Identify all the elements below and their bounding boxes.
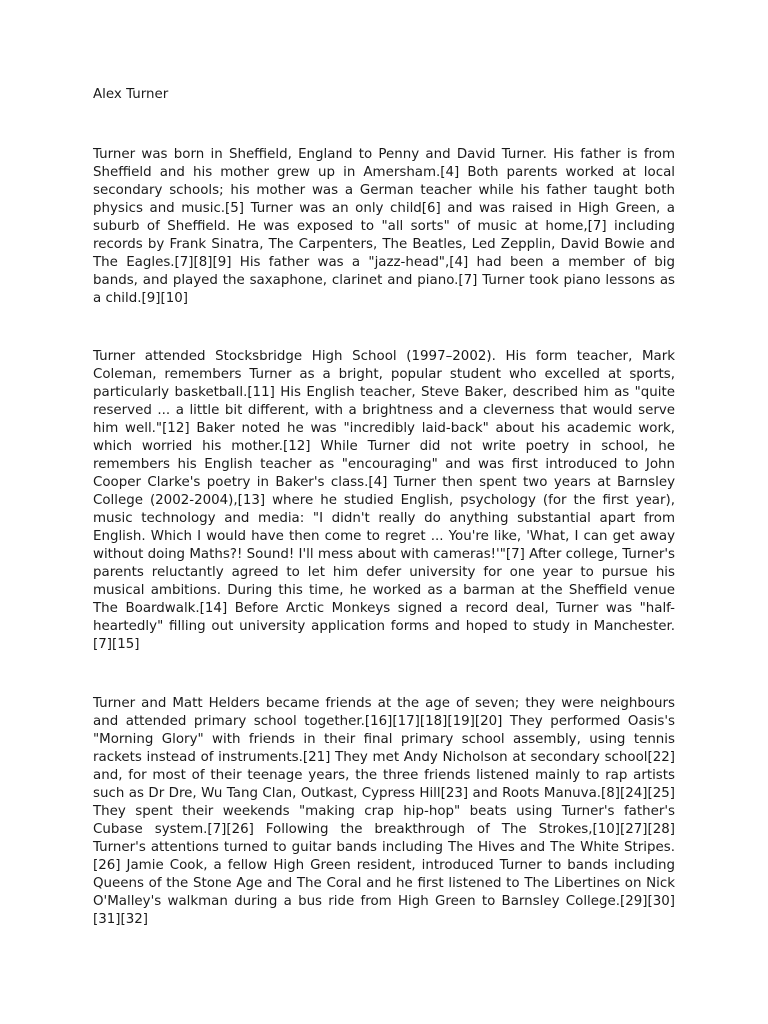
document-title: Alex Turner [93, 87, 169, 102]
paragraph-early-life: Turner was born in Sheffield, England to Penny and David Turner. His father is from Sheffield and his mother grew up in Amersham.[4] Both parents worked at local secondary schools; his mother was a German teacher while his father taught both physics and music.[5] Turner was an only child[6] and was raised in High Green, a suburb of Sheffield. He was exposed to "all sorts" of music at home,[7] including records by Frank Sinatra, The Carpenters, The Beatles, Led Zepplin, David Bowie and The Eagles.[7][8][9] His father was a "jazz-head",[4] had been a member of big bands, and played the saxaphone, clarinet and piano.[7] Turner took piano lessons as a child.[9][10] [93, 147, 675, 306]
paragraph-friends-music: Turner and Matt Helders became friends at the age of seven; they were neighbours and attended primary school together.[16][17][18][19][20] They performed Oasis's "Morning Glory" with friends in their final primary school assembly, using tennis rackets instead of instruments.[21] They met Andy Nicholson at secondary school[22] and, for most of their teenage years, the three friends listened mainly to rap artists such as Dr Dre, Wu Tang Clan, Outkast, Cypress Hill[23] and Roots Manuva.[8][24][25] They spent their weekends "making crap hip-hop" beats using Turner's father's Cubase system.[7][26] Following the breakthrough of The Strokes,[10][27][28] Turner's attentions turned to guitar bands including The Hives and The White Stripes.[26] Jamie Cook, a fellow High Green resident, introduced Turner to bands including Queens of the Stone Age and The Coral and he first listened to The Libertines on Nick O'Malley's walkman during a bus ride from High Green to Barnsley College.[29][30][31][32] [93, 696, 675, 927]
paragraph-education: Turner attended Stocksbridge High School (1997–2002). His form teacher, Mark Coleman, remembers Turner as a bright, popular student who excelled at sports, particularly basketball.[11] His English teacher, Steve Baker, described him as "quite reserved ... a little bit different, with a brightness and a cleverness that would serve him well."[12] Baker noted he was "incredibly laid-back" about his academic work, which worried his mother.[12] While Turner did not write poetry in school, he remembers his English teacher as "encouraging" and was first introduced to John Cooper Clarke's poetry in Baker's class.[4] Turner then spent two years at Barnsley College (2002-2004),[13] where he studied English, psychology (for the first year), music technology and media: "I didn't really do anything substantial apart from English. Which I would have then come to regret ... You're like, 'What, I can get away without doing Maths?! Sound! I'll mess about with cameras!'"[7] After college, Turner's parents reluctantly agreed to let him defer university for one year to pursue his musical ambitions. During this time, he worked as a barman at the Sheffield venue The Boardwalk.[14] Before Arctic Monkeys signed a record deal, Turner was "half-heartedly" filling out university application forms and hoped to study in Manchester.[7][15] [93, 349, 675, 652]
